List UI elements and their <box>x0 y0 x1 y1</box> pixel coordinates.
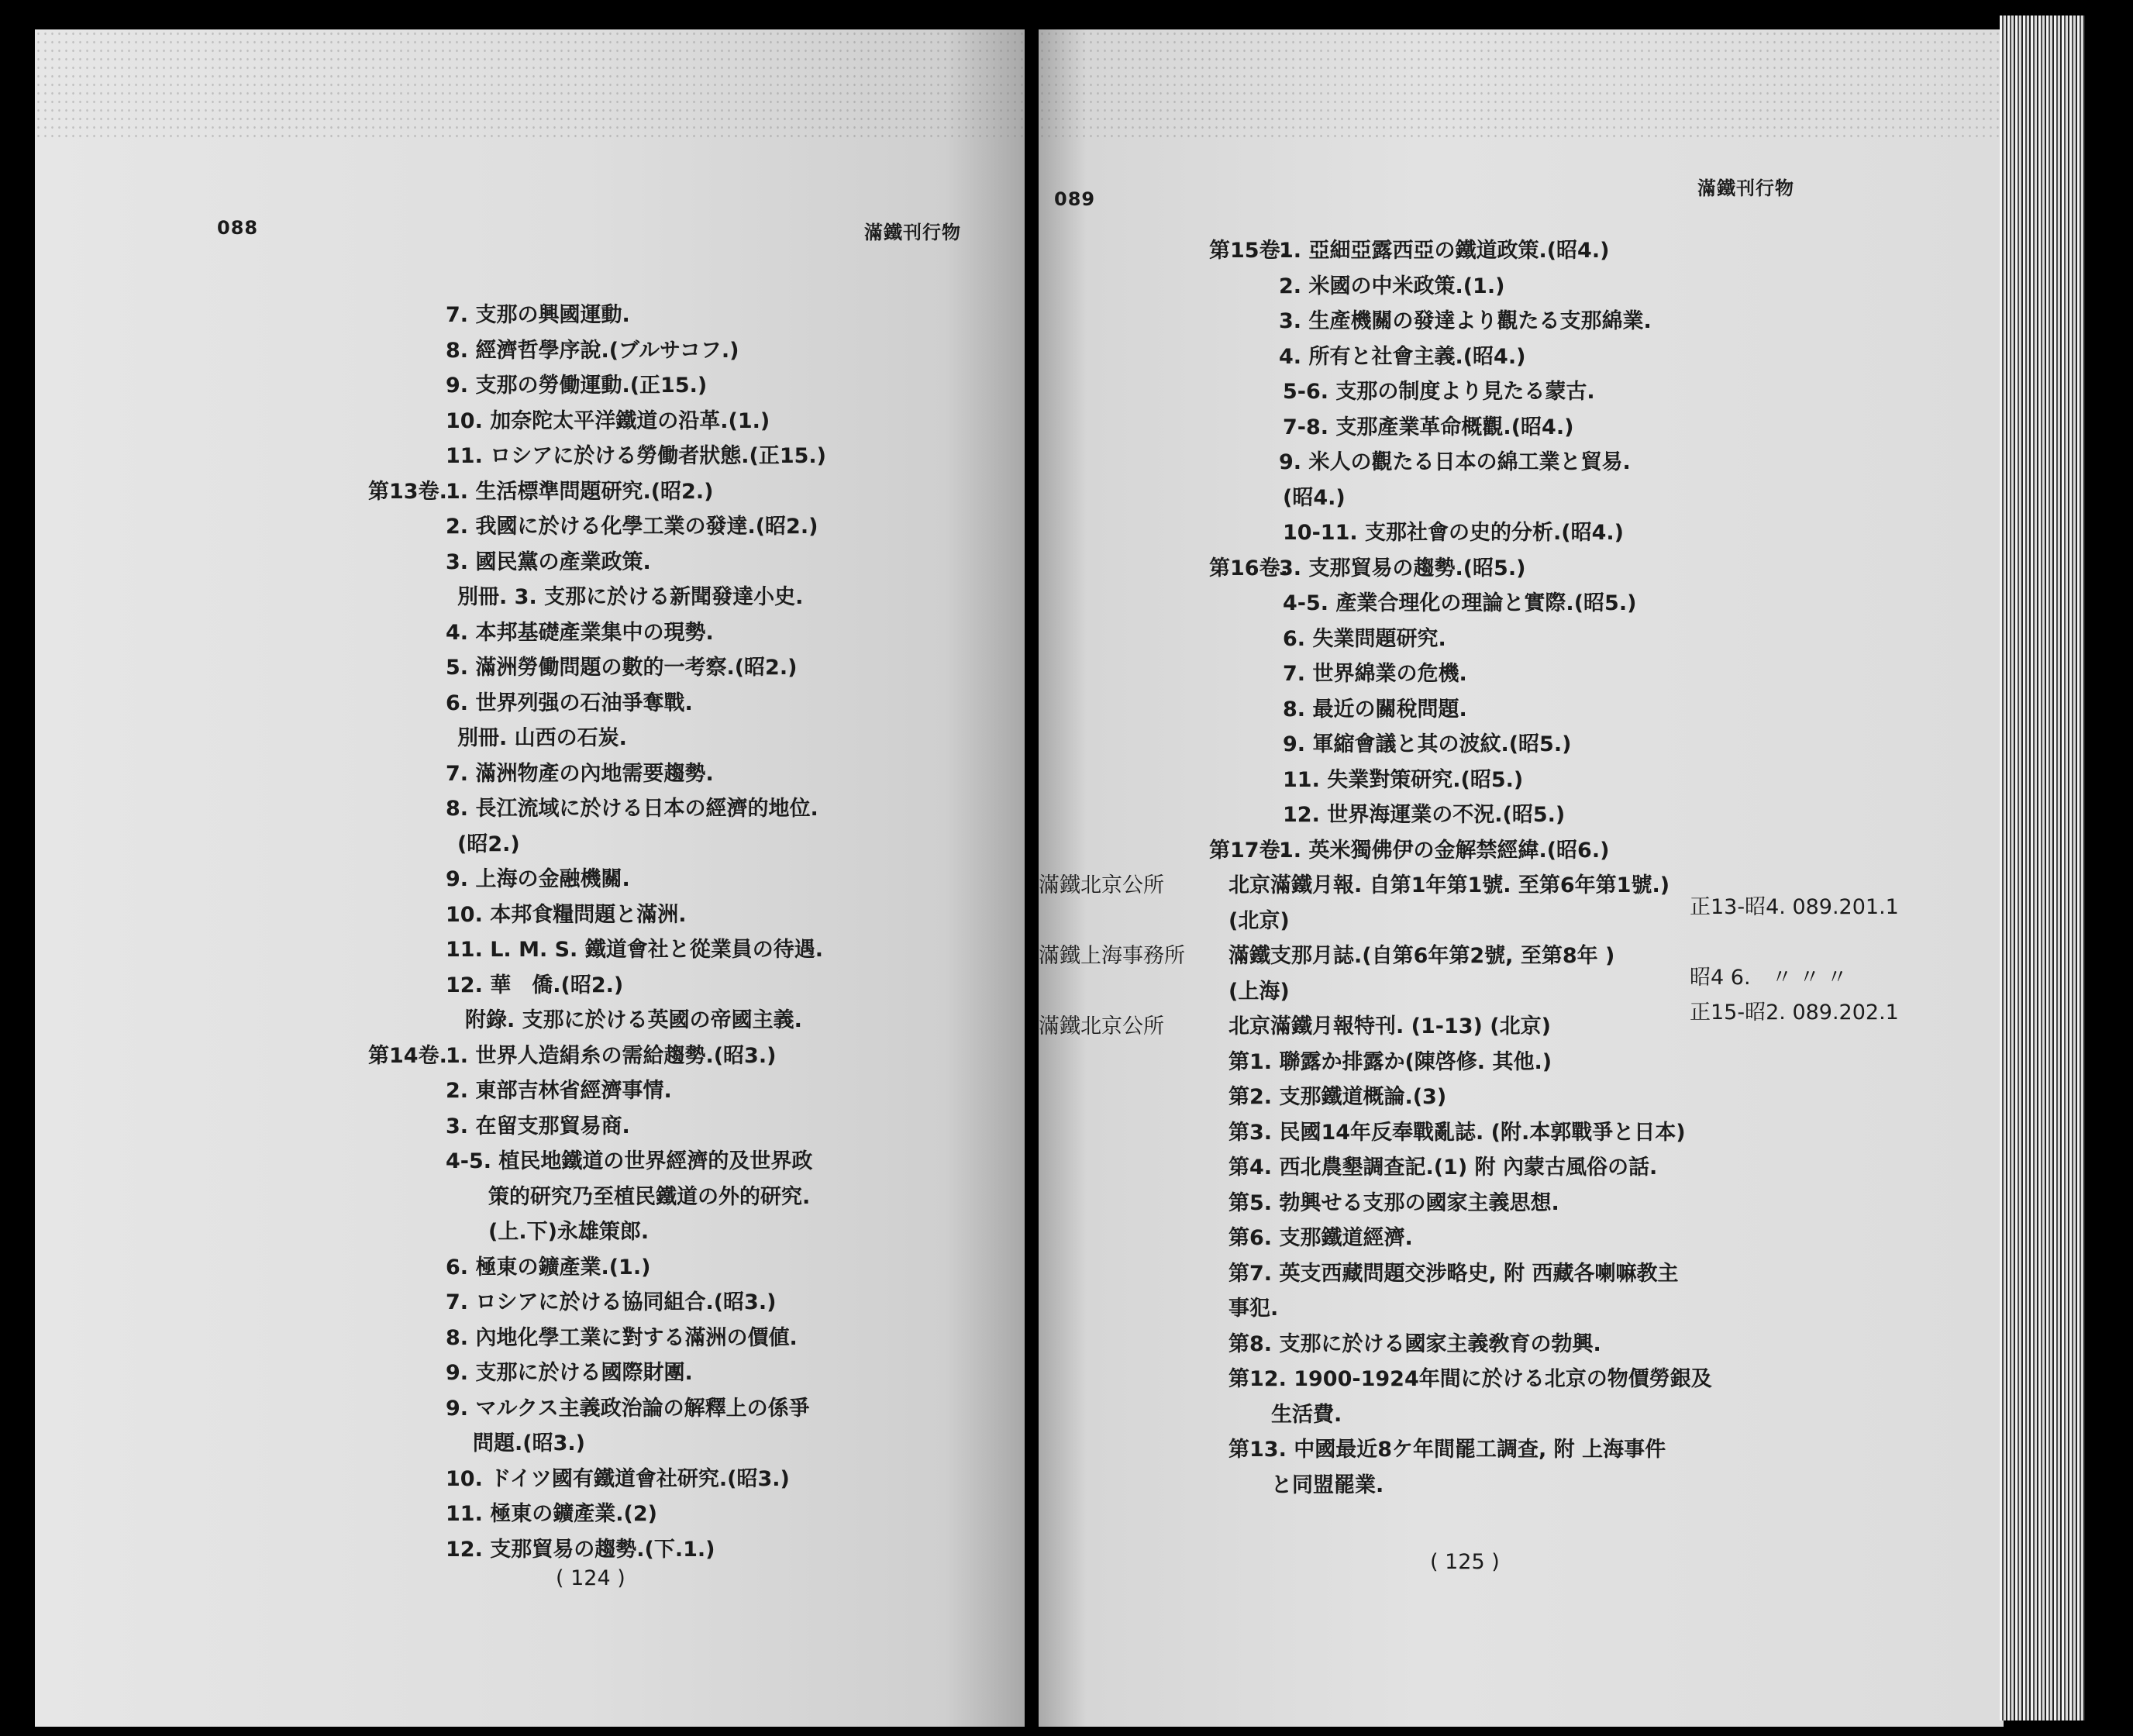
entry-line: 附錄. 支那に於ける英國の帝國主義. <box>465 1008 802 1032</box>
entry-line: 9. マルクス主義政治論の解釋上の係爭 <box>446 1396 810 1421</box>
entry-line: 7. 滿洲物產の內地需要趨勢. <box>446 761 714 786</box>
entry-line: 3. 生產機關の發達より觀たる支那綿業. <box>1279 309 1652 333</box>
entry-line: 第4. 西北農墾調查記.(1) 附 內蒙古風俗の話. <box>1228 1156 1658 1180</box>
scan-noise <box>1039 29 2004 138</box>
entry-line: 9. 支那に於ける國際財團. <box>446 1361 693 1385</box>
entry-line: 7. ロシアに於ける協同組合.(昭3.) <box>446 1290 777 1314</box>
entry-line: 10. 本邦食糧問題と滿洲. <box>446 902 687 927</box>
entry-line: 11. L. M. S. 鐵道會社と從業員の待遇. <box>446 938 823 962</box>
entry-line: 3. 支那貿易の趨勢.(昭5.) <box>1279 556 1526 580</box>
entry-line: 11. ロシアに於ける勞働者狀態.(正15.) <box>446 444 826 468</box>
entry-line: 別冊. 3. 支那に於ける新聞發達小史. <box>457 585 804 609</box>
entry-line: 9. 上海の金融機關. <box>446 867 630 891</box>
entry-line: 第6. 支那鐵道經濟. <box>1228 1226 1413 1250</box>
entry-line: 10-11. 支那社會の史的分析.(昭4.) <box>1283 521 1624 545</box>
entry-line: 第2. 支那鐵道概論.(3) <box>1228 1085 1447 1109</box>
entry-line: 11. 極東の鑛產業.(2) <box>446 1502 657 1526</box>
entry-line: 9. 米人の觀たる日本の綿工業と貿易. <box>1279 450 1631 474</box>
right-page <box>1039 29 2004 1727</box>
entry-line: 3. 在留支那貿易商. <box>446 1114 630 1138</box>
call-number: 正15-昭2. 089.202.1 <box>1690 1001 1899 1025</box>
running-title: 滿鐵刊行物 <box>864 222 961 243</box>
entry-line: 第1. 聯露か排露か(陳啓修. 其他.) <box>1228 1049 1552 1074</box>
entry-line: 7. 世界綿業の危機. <box>1283 662 1467 686</box>
page-number: ( 125 ) <box>1430 1550 1500 1574</box>
entry-line: 1. 英米獨佛伊の金解禁經緯.(昭6.) <box>1279 838 1610 863</box>
entry-line: 2. 東部吉林省經濟事情. <box>446 1079 672 1103</box>
page-code: 088 <box>217 217 259 239</box>
entry-line: 5-6. 支那の制度より見たる蒙古. <box>1283 380 1595 404</box>
entry-line: 別冊. 山西の石炭. <box>457 726 627 750</box>
entry-line: (上海) <box>1228 979 1290 1004</box>
entry-line: 9. 軍縮會議と其の波紋.(昭5.) <box>1283 732 1572 756</box>
entry-line: (上.下)永雄策郎. <box>488 1220 650 1244</box>
entry-line: 6. 世界列强の石油爭奪戰. <box>446 691 693 715</box>
entry-line: 第3. 民國14年反奉戰亂誌. (附.本郭戰爭と日本) <box>1228 1120 1686 1145</box>
entry-line: 第12. 1900-1924年間に於ける北京の物價勞銀及 <box>1228 1367 1712 1391</box>
call-number: 正13-昭4. 089.201.1 <box>1690 894 1899 919</box>
entry-line: 11. 失業對策研究.(昭5.) <box>1283 767 1524 792</box>
left-page <box>35 29 1025 1727</box>
entry-line: 7. 支那の興國運動. <box>446 303 630 327</box>
entry-line: 策的研究乃至植民鐵道の外的研究. <box>488 1184 811 1209</box>
volume-label: 第16卷. <box>1209 556 1288 580</box>
scan-noise <box>35 29 1025 138</box>
entry-line: と同盟罷業. <box>1271 1472 1384 1497</box>
entry-line: 5. 滿洲勞働問題の數的一考察.(昭2.) <box>446 656 798 680</box>
entry-line: 4-5. 產業合理化の理論と實際.(昭5.) <box>1283 591 1637 615</box>
entry-line: 事犯. <box>1228 1297 1279 1321</box>
call-number: 昭4 6. 〃 〃 〃 <box>1690 965 1848 990</box>
entry-line: 8. 長江流域に於ける日本の經濟的地位. <box>446 797 818 821</box>
entry-line: 12. 華 僑.(昭2.) <box>446 973 624 997</box>
entry-line: 1. 世界人造絹糸の需給趨勢.(昭3.) <box>446 1043 777 1068</box>
entry-line: 2. 米國の中米政策.(1.) <box>1279 274 1505 298</box>
entry-line: (昭2.) <box>457 832 520 856</box>
entry-line: 北京滿鐵月報. 自第1年第1號. 至第6年第1號.) <box>1228 873 1670 897</box>
entry-line: 1. 生活標準問題研究.(昭2.) <box>446 479 714 504</box>
entry-line: 8. 內地化學工業に對する滿洲の價値. <box>446 1325 798 1350</box>
entry-line: 第7. 英支西藏問題交涉略史, 附 西藏各喇嘛教主 <box>1228 1261 1679 1286</box>
volume-label: 第13卷. <box>368 479 447 504</box>
publisher-label: 滿鐵北京公所 <box>1039 873 1164 897</box>
publisher-label: 滿鐵上海事務所 <box>1039 944 1185 968</box>
entry-line: 生活費. <box>1271 1402 1342 1427</box>
entry-line: 8. 最近の關稅問題. <box>1283 697 1467 722</box>
entry-line: 9. 支那の勞働運動.(正15.) <box>446 374 708 398</box>
entry-line: 8. 經濟哲學序說.(ブルサコフ.) <box>446 338 739 363</box>
entry-line: 6. 極東の鑛產業.(1.) <box>446 1255 651 1280</box>
entry-line: 第5. 勃興せる支那の國家主義思想. <box>1228 1190 1559 1215</box>
entry-line: (北京) <box>1228 908 1290 933</box>
entry-line: 北京滿鐵月報特刊. (1-13) (北京) <box>1228 1014 1551 1038</box>
entry-line: 6. 失業問題研究. <box>1283 626 1446 651</box>
entry-line: 10. 加奈陀太平洋鐵道の沿革.(1.) <box>446 408 770 433</box>
entry-line: 12. 支那貿易の趨勢.(下.1.) <box>446 1537 715 1562</box>
entry-line: (昭4.) <box>1283 485 1346 510</box>
entry-line: 2. 我國に於ける化學工業の發達.(昭2.) <box>446 515 818 539</box>
book-page-edges <box>2000 16 2085 1720</box>
entry-line: 1. 亞細亞露西亞の鐵道政策.(昭4.) <box>1279 239 1610 263</box>
entry-line: 12. 世界海運業の不況.(昭5.) <box>1283 803 1566 827</box>
entry-line: 3. 國民黨の產業政策. <box>446 549 651 574</box>
entry-line: 4. 所有と社會主義.(昭4.) <box>1279 344 1526 369</box>
entry-line: 第13. 中國最近8ケ年間罷工調查, 附 上海事件 <box>1228 1438 1666 1462</box>
page-code: 089 <box>1054 188 1096 210</box>
entry-line: 10. ドイツ國有鐵道會社研究.(昭3.) <box>446 1466 790 1491</box>
volume-label: 第17卷. <box>1209 838 1288 863</box>
entry-line: 滿鐵支那月誌.(自第6年第2號, 至第8年 ) <box>1228 944 1615 968</box>
entry-line: 第8. 支那に於ける國家主義敎育の勃興. <box>1228 1331 1601 1356</box>
running-title: 滿鐵刊行物 <box>1697 177 1794 199</box>
publisher-label: 滿鐵北京公所 <box>1039 1014 1164 1038</box>
entry-line: 7-8. 支那產業革命概觀.(昭4.) <box>1283 415 1574 439</box>
entry-line: 問題.(昭3.) <box>473 1431 585 1455</box>
page-number: ( 124 ) <box>556 1566 625 1590</box>
volume-label: 第14卷. <box>368 1043 447 1068</box>
volume-label: 第15卷. <box>1209 239 1288 263</box>
entry-line: 4-5. 植民地鐵道の世界經濟的及世界政 <box>446 1149 813 1173</box>
entry-line: 4. 本邦基礎產業集中の現勢. <box>446 620 714 645</box>
